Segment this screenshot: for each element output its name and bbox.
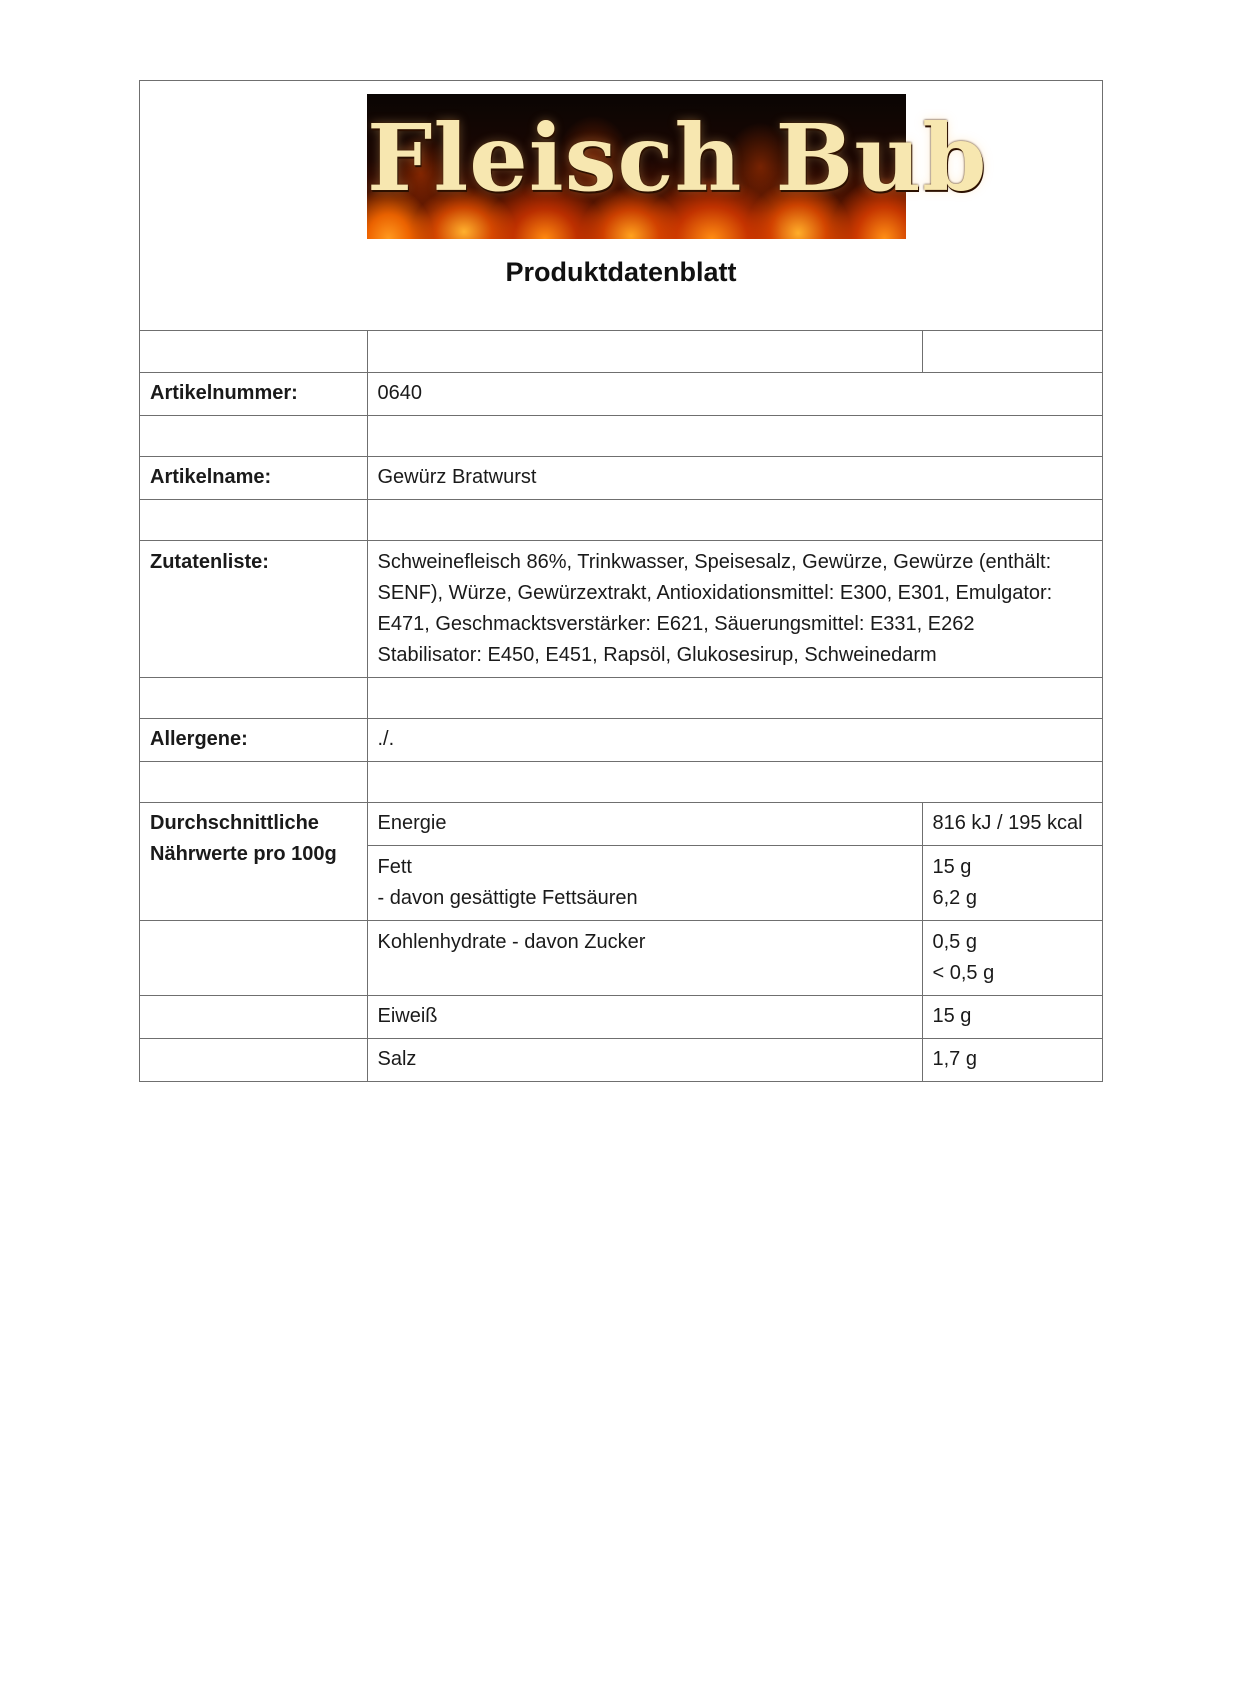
empty-cell <box>140 415 367 456</box>
nutrition-row-salt <box>140 1038 1102 1081</box>
empty-cell <box>140 995 367 1038</box>
empty-cell <box>140 331 367 372</box>
spacer-row <box>140 761 1102 802</box>
nutrition-label-line: Nährwerte pro 100g <box>150 842 337 865</box>
nutrient-name: Salz <box>367 1038 922 1081</box>
article-number-value: 0640 <box>367 372 1102 415</box>
allergens-label: Allergene: <box>140 718 367 761</box>
article-name-row <box>140 456 1102 499</box>
nutrient-value-line: 6,2 g <box>932 886 977 909</box>
allergens-value: ./. <box>367 718 1102 761</box>
empty-cell <box>922 331 1102 372</box>
empty-cell <box>367 499 1102 540</box>
ingredients-line: SENF), Würze, Gewürzextrakt, Antioxidationsmittel: E300, E301, Emulgator: <box>377 581 1053 604</box>
spacer-row <box>140 499 1102 540</box>
spacer-row <box>140 415 1102 456</box>
ingredients-value <box>367 540 1102 677</box>
empty-cell <box>367 677 1102 718</box>
nutrient-value-line: 15 g <box>932 855 972 878</box>
article-name-label: Artikelname: <box>140 456 367 499</box>
nutrition-row-carbs <box>140 920 1102 995</box>
spacer-row <box>140 331 1102 372</box>
nutrient-value <box>922 845 1102 920</box>
nutrient-value: 816 kJ / 195 kcal <box>922 802 1102 845</box>
brand-logo-text: Fleisch Bub <box>367 104 988 212</box>
nutrient-name: Kohlenhydrate - davon Zucker <box>367 920 922 995</box>
ingredients-label: Zutatenliste: <box>140 540 367 677</box>
ingredients-line: Schweinefleisch 86%, Trinkwasser, Speisesalz, Gewürze, Gewürze (enthält: <box>377 550 1052 573</box>
ingredients-row <box>140 540 1102 677</box>
article-number-label: Artikelnummer: <box>140 372 367 415</box>
empty-cell <box>140 677 367 718</box>
allergens-row <box>140 718 1102 761</box>
empty-cell <box>367 415 1102 456</box>
brand-logo <box>367 94 988 239</box>
product-data-sheet <box>139 80 1103 1082</box>
article-name-value: Gewürz Bratwurst <box>367 456 1102 499</box>
nutrient-value: 1,7 g <box>932 1047 977 1070</box>
ingredients-line: Stabilisator: E450, E451, Rapsöl, Glukosesirup, Schweinedarm <box>377 643 937 666</box>
empty-cell <box>140 761 367 802</box>
article-number-row <box>140 372 1102 415</box>
empty-cell <box>367 331 922 372</box>
empty-cell <box>140 920 367 995</box>
nutrient-value-line: 0,5 g <box>932 930 977 953</box>
nutrient-name: Eiweiß <box>367 995 922 1038</box>
nutrient-name <box>367 845 922 920</box>
nutrition-label-line: Durchschnittliche <box>150 811 319 834</box>
nutrition-row-energy <box>140 802 1102 845</box>
empty-cell <box>140 1038 367 1081</box>
empty-cell <box>140 499 367 540</box>
ingredients-line: E471, Geschmacktsverstärker: E621, Säuerungsmittel: E331, E262 <box>377 612 975 635</box>
nutrient-name-line: Fett <box>377 855 412 878</box>
nutrient-value <box>922 920 1102 995</box>
sheet-header <box>140 81 1102 331</box>
page-title: Produktdatenblatt <box>505 257 737 287</box>
nutrition-row-protein <box>140 995 1102 1038</box>
nutrient-name-line: - davon gesättigte Fettsäuren <box>377 886 638 909</box>
nutrition-label <box>140 802 367 920</box>
nutrient-value: 15 g <box>922 995 1102 1038</box>
empty-cell <box>367 761 1102 802</box>
product-table <box>140 331 1102 1081</box>
nutrient-name: Energie <box>367 802 922 845</box>
nutrient-value-line: < 0,5 g <box>932 961 995 984</box>
spacer-row <box>140 677 1102 718</box>
